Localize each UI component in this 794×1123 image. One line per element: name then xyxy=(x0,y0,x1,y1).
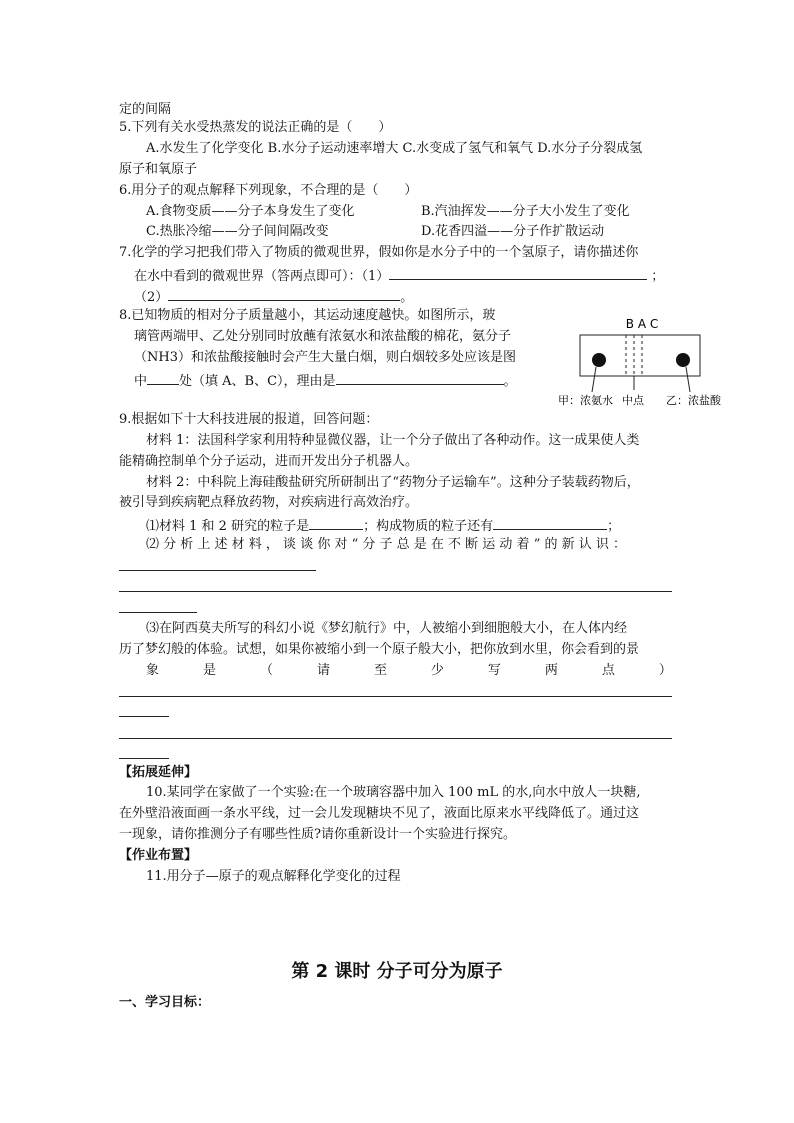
sub-question-1 xyxy=(146,515,620,536)
sub-question-1-prompt: ⑴材料 1 和 2 研究的粒子是 xyxy=(146,519,310,534)
question-7-stem: 7.化学的学习把我们带入了物质的微观世界，假如你是水分子中的一个氢原子，请你描述你 xyxy=(119,245,639,260)
punctuation: ； xyxy=(651,269,665,284)
lesson-title: 第 2 课时 分子可分为原子 xyxy=(291,961,503,982)
material-1: 材料 1：法国科学家利用特种显微仪器，让一个分子做出了各种动作。这一成果使人类 xyxy=(146,433,640,448)
extension-header: 【拓展延伸】 xyxy=(119,765,198,780)
question-5-options-cont: 原子和氧原子 xyxy=(119,162,198,177)
section-heading: 一、学习目标： xyxy=(119,995,211,1010)
question-10-cont-2: 一现象，请你推测分子有哪些性质?请你重新设计一个实验进行探究。 xyxy=(119,827,516,842)
sub-question-3-spread-line xyxy=(146,662,672,680)
answer-blank[interactable] xyxy=(168,286,400,301)
question-8-stem: 8.已知物质的相对分子质量越小，其运动速度越快。如图所示，玻 xyxy=(119,308,496,323)
char: ） xyxy=(658,663,672,678)
ammonia-cotton xyxy=(592,353,606,367)
char: （ xyxy=(259,663,273,678)
question-9-stem: 9.根据如下十大科技进展的报道，回答问题： xyxy=(119,412,379,427)
question-6-option-d: D.花香四溢——分子作扩散运动 xyxy=(421,224,605,239)
answer-line[interactable] xyxy=(119,738,672,739)
label-jia: 甲：浓氨水 xyxy=(558,394,613,407)
answer-line[interactable] xyxy=(119,570,316,571)
answer-blank[interactable] xyxy=(493,515,607,530)
punctuation: 。 xyxy=(400,290,414,305)
question-7-prompt-2: （2） xyxy=(134,290,169,305)
char: 点 xyxy=(601,663,615,678)
sub-question-3-cont: 历了梦幻般的体验。试想，如果你被缩小到一个原子般大小，把你放到水里，你会看到的景 xyxy=(119,642,640,657)
answer-blank[interactable] xyxy=(389,265,647,280)
question-8-line-4 xyxy=(134,370,517,391)
answer-blank[interactable] xyxy=(309,515,363,530)
sub-question-1-prompt-cont: ；构成物质的粒子还有 xyxy=(363,519,494,534)
question-6-stem: 6.用分子的观点解释下列现象，不合理的是（ ） xyxy=(119,183,418,198)
answer-line[interactable] xyxy=(119,591,672,592)
question-7-prompt-1: 在水中看到的微观世界（答两点即可）：（1） xyxy=(134,269,390,284)
material-2: 材料 2：中科院上海硅酸盐研究所研制出了“药物分子运输车”。这种分子装载药物后， xyxy=(146,475,640,490)
sub-question-2: ⑵ 分 析 上 述 材 料 ， 谈 谈 你 对 “ 分 子 总 是 在 不 断 运 动 着 ” 的 新 认 识 ： xyxy=(146,537,626,552)
pointer-left xyxy=(592,367,596,392)
text-line: 定的间隔 xyxy=(119,102,172,117)
answer-line[interactable] xyxy=(119,716,169,717)
homework-header: 【作业布置】 xyxy=(119,848,198,863)
question-8-line-3: （NH3）和浓盐酸接触时会产生大量白烟，则白烟较多处应该是图 xyxy=(134,350,516,365)
char: 两 xyxy=(544,663,558,678)
answer-line[interactable] xyxy=(119,758,169,759)
label-yi: 乙：浓盐酸 xyxy=(666,394,721,407)
question-10-cont: 在外壁沿液面画一条水平线，过一会儿发现糖块不见了，液面比原来水平线降低了。通过这 xyxy=(119,806,640,821)
question-10: 10.某同学在家做了一个实验:在一个玻璃容器中加入 100 mL 的水,向水中放人一块糖, xyxy=(146,785,641,800)
label-midpoint: 中点 xyxy=(622,394,644,407)
char: 少 xyxy=(430,663,444,678)
punctuation: 。 xyxy=(503,374,517,389)
pointer-right xyxy=(686,367,690,392)
question-11: 11.用分子—原子的观点解释化学变化的过程 xyxy=(146,869,401,884)
question-6-option-b: B.汽油挥发——分子大小发生了变化 xyxy=(421,204,630,219)
answer-line[interactable] xyxy=(119,612,197,613)
answer-blank[interactable] xyxy=(147,370,179,385)
material-1-cont: 能精确控制单个分子运动，进而开发出分子机器人。 xyxy=(119,454,419,469)
char: 是 xyxy=(202,663,216,678)
char: 象 xyxy=(146,663,160,678)
char: 写 xyxy=(487,663,501,678)
question-7-line-3 xyxy=(134,286,413,307)
answer-line[interactable] xyxy=(119,696,672,697)
diagram-top-label: B A C xyxy=(625,317,659,331)
acid-cotton xyxy=(676,353,690,367)
char: 至 xyxy=(373,663,387,678)
question-6-option-c: C.热胀冷缩——分子间间隔改变 xyxy=(146,224,329,239)
question-5-options: A.水发生了化学变化 B.水分子运动速率增大 C.水变成了氢气和氧气 D.水分子分裂成氢 xyxy=(146,141,643,156)
char: 请 xyxy=(316,663,330,678)
punctuation: ； xyxy=(607,519,621,534)
answer-blank[interactable] xyxy=(336,370,504,385)
question-5-stem: 5.下列有关水受热蒸发的说法正确的是（ ） xyxy=(119,120,392,135)
question-8-prompt: 中 xyxy=(134,374,148,389)
question-8-prompt-cont: 处（填 A、B、C），理由是 xyxy=(179,374,336,389)
sub-question-3: ⑶在阿西莫夫所写的科幻小说《梦幻航行》中，人被缩小到细胞般大小，在人体内经 xyxy=(146,621,628,636)
glass-tube-diagram xyxy=(556,312,732,408)
question-6-option-a: A.食物变质——分子本身发生了变化 xyxy=(146,204,355,219)
material-2-cont: 被引导到疾病靶点释放药物，对疾病进行高效治疗。 xyxy=(119,495,419,510)
question-8-line-2: 璃管两端甲、乙处分别同时放蘸有浓氨水和浓盐酸的棉花，氨分子 xyxy=(134,329,512,344)
question-7-line-2 xyxy=(134,265,664,286)
